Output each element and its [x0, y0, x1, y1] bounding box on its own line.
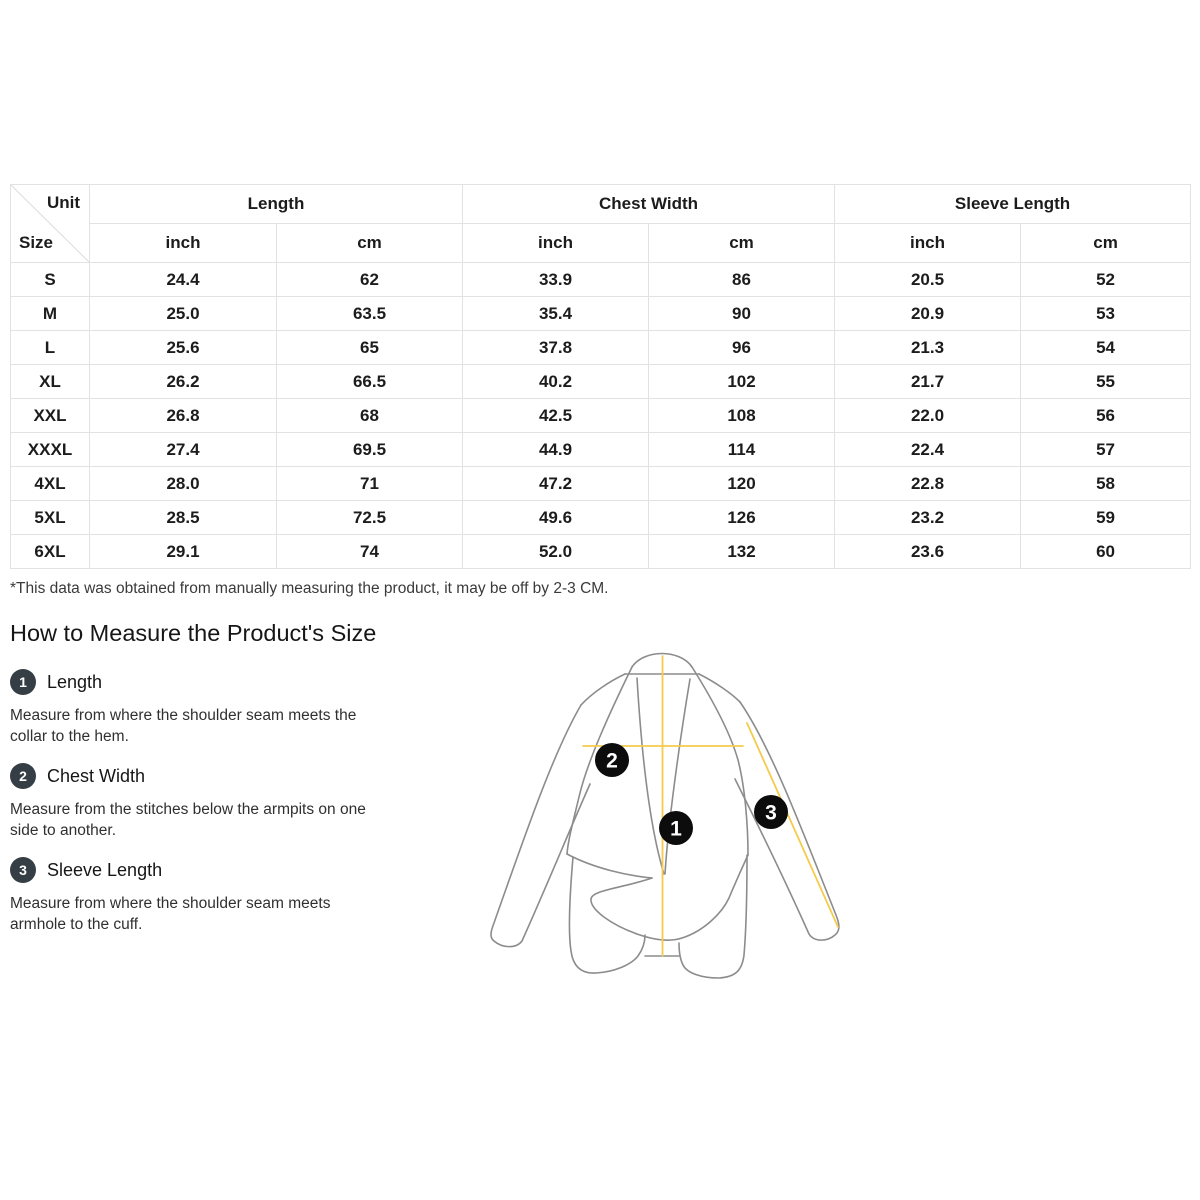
unit-header: cm: [1021, 224, 1191, 263]
value-cell: 55: [1021, 365, 1191, 399]
step-1-badge: 1: [10, 669, 36, 695]
table-row: [11, 433, 1191, 467]
measure-item-length: [10, 669, 102, 695]
value-cell: 72.5: [277, 501, 463, 535]
table-row: [11, 365, 1191, 399]
value-cell: 65: [277, 331, 463, 365]
value-cell: 25.6: [90, 331, 277, 365]
value-cell: 33.9: [463, 263, 649, 297]
description-line: Measure from where the shoulder seam meets: [10, 895, 331, 912]
value-cell: 28.5: [90, 501, 277, 535]
value-cell: 40.2: [463, 365, 649, 399]
value-cell: 29.1: [90, 535, 277, 569]
value-cell: 96: [649, 331, 835, 365]
unit-header: cm: [277, 224, 463, 263]
value-cell: 86: [649, 263, 835, 297]
value-cell: 37.8: [463, 331, 649, 365]
value-cell: 42.5: [463, 399, 649, 433]
jacket-measurement-diagram: [440, 640, 860, 1020]
value-cell: 102: [649, 365, 835, 399]
svg-text:1: 1: [670, 817, 682, 841]
value-cell: 22.0: [835, 399, 1021, 433]
value-cell: 63.5: [277, 297, 463, 331]
value-cell: 25.0: [90, 297, 277, 331]
table-unit-header-row: [11, 224, 1191, 263]
value-cell: 71: [277, 467, 463, 501]
value-cell: 52: [1021, 263, 1191, 297]
value-cell: 90: [649, 297, 835, 331]
value-cell: 62: [277, 263, 463, 297]
svg-text:2: 2: [606, 749, 618, 773]
left-sleeve-outline: [491, 705, 590, 947]
step-3-badge: 3: [10, 857, 36, 883]
measure-item-label: Chest Width: [47, 765, 146, 786]
value-cell: 66.5: [277, 365, 463, 399]
table-row: [11, 399, 1191, 433]
table-row: [11, 535, 1191, 569]
value-cell: 108: [649, 399, 835, 433]
right-front-panel: [679, 855, 747, 978]
left-panel-hem: [567, 854, 652, 878]
cascade-drape: [591, 855, 748, 940]
table-row: [11, 263, 1191, 297]
right-body-edge: [692, 667, 748, 855]
table-row: [11, 501, 1191, 535]
value-cell: 126: [649, 501, 835, 535]
value-cell: 27.4: [90, 433, 277, 467]
corner-label-unit: Unit: [46, 193, 80, 212]
description-line: collar to the hem.: [10, 727, 129, 745]
table-row: [11, 331, 1191, 365]
value-cell: 28.0: [90, 467, 277, 501]
section-title: How to Measure the Product's Size: [10, 620, 377, 646]
unit-header: cm: [649, 224, 835, 263]
value-cell: 49.6: [463, 501, 649, 535]
measure-item-description: [10, 800, 366, 841]
value-cell: 23.6: [835, 535, 1021, 569]
value-cell: 35.4: [463, 297, 649, 331]
right-sleeve-outline: [735, 702, 839, 940]
left-shoulder: [581, 674, 625, 705]
value-cell: 26.8: [90, 399, 277, 433]
table-footnote: *This data was obtained from manually measuring the product, it may be off by 2-3 CM.: [10, 580, 609, 597]
value-cell: 20.5: [835, 263, 1021, 297]
value-cell: 24.4: [90, 263, 277, 297]
description-line: Measure from the stitches below the armpits on one: [10, 801, 366, 818]
value-cell: 47.2: [463, 467, 649, 501]
value-cell: 21.7: [835, 365, 1021, 399]
corner-label-size: Size: [19, 233, 54, 252]
size-cell: XXL: [11, 399, 90, 433]
table-row: [11, 467, 1191, 501]
measure-item-chest-width: [10, 763, 145, 789]
size-cell: 5XL: [11, 501, 90, 535]
description-line: armhole to the cuff.: [10, 915, 143, 933]
value-cell: 22.4: [835, 433, 1021, 467]
marker-1-icon: [659, 811, 693, 845]
value-cell: 54: [1021, 331, 1191, 365]
svg-text:3: 3: [765, 801, 777, 825]
measure-item-label: Length: [47, 671, 103, 692]
size-cell: L: [11, 331, 90, 365]
value-cell: 114: [649, 433, 835, 467]
size-cell: XL: [11, 365, 90, 399]
measure-item-description: [10, 706, 356, 747]
description-line: side to another.: [10, 821, 116, 839]
value-cell: 68: [277, 399, 463, 433]
value-cell: 26.2: [90, 365, 277, 399]
description-line: Measure from where the shoulder seam meets the: [10, 707, 357, 724]
value-cell: 20.9: [835, 297, 1021, 331]
size-cell: S: [11, 263, 90, 297]
value-cell: 21.3: [835, 331, 1021, 365]
value-cell: 57: [1021, 433, 1191, 467]
col-header-sleeve-length: Sleeve Length: [835, 185, 1191, 224]
left-front-panel: [570, 857, 645, 973]
value-cell: 60: [1021, 535, 1191, 569]
value-cell: 69.5: [277, 433, 463, 467]
col-header-chest-width: Chest Width: [463, 185, 835, 224]
measure-item-label: Sleeve Length: [47, 859, 163, 880]
corner-cell: [11, 185, 90, 263]
value-cell: 58: [1021, 467, 1191, 501]
size-cell: 6XL: [11, 535, 90, 569]
size-cell: XXXL: [11, 433, 90, 467]
value-cell: 44.9: [463, 433, 649, 467]
measure-item-description: [10, 894, 330, 935]
table-group-header-row: [11, 185, 1191, 224]
value-cell: 132: [649, 535, 835, 569]
measure-item-sleeve-length: [10, 857, 162, 883]
unit-header: inch: [835, 224, 1021, 263]
table-row: [11, 297, 1191, 331]
size-cell: M: [11, 297, 90, 331]
value-cell: 53: [1021, 297, 1191, 331]
value-cell: 59: [1021, 501, 1191, 535]
size-table: [10, 184, 1190, 569]
step-2-badge: 2: [10, 763, 36, 789]
marker-2-icon: [595, 743, 629, 777]
value-cell: 56: [1021, 399, 1191, 433]
value-cell: 23.2: [835, 501, 1021, 535]
value-cell: 120: [649, 467, 835, 501]
unit-header: inch: [463, 224, 649, 263]
value-cell: 22.8: [835, 467, 1021, 501]
value-cell: 52.0: [463, 535, 649, 569]
value-cell: 74: [277, 535, 463, 569]
marker-3-icon: [754, 795, 788, 829]
unit-header: inch: [90, 224, 277, 263]
col-header-length: Length: [90, 185, 463, 224]
size-cell: 4XL: [11, 467, 90, 501]
left-inner-drape: [637, 678, 664, 874]
